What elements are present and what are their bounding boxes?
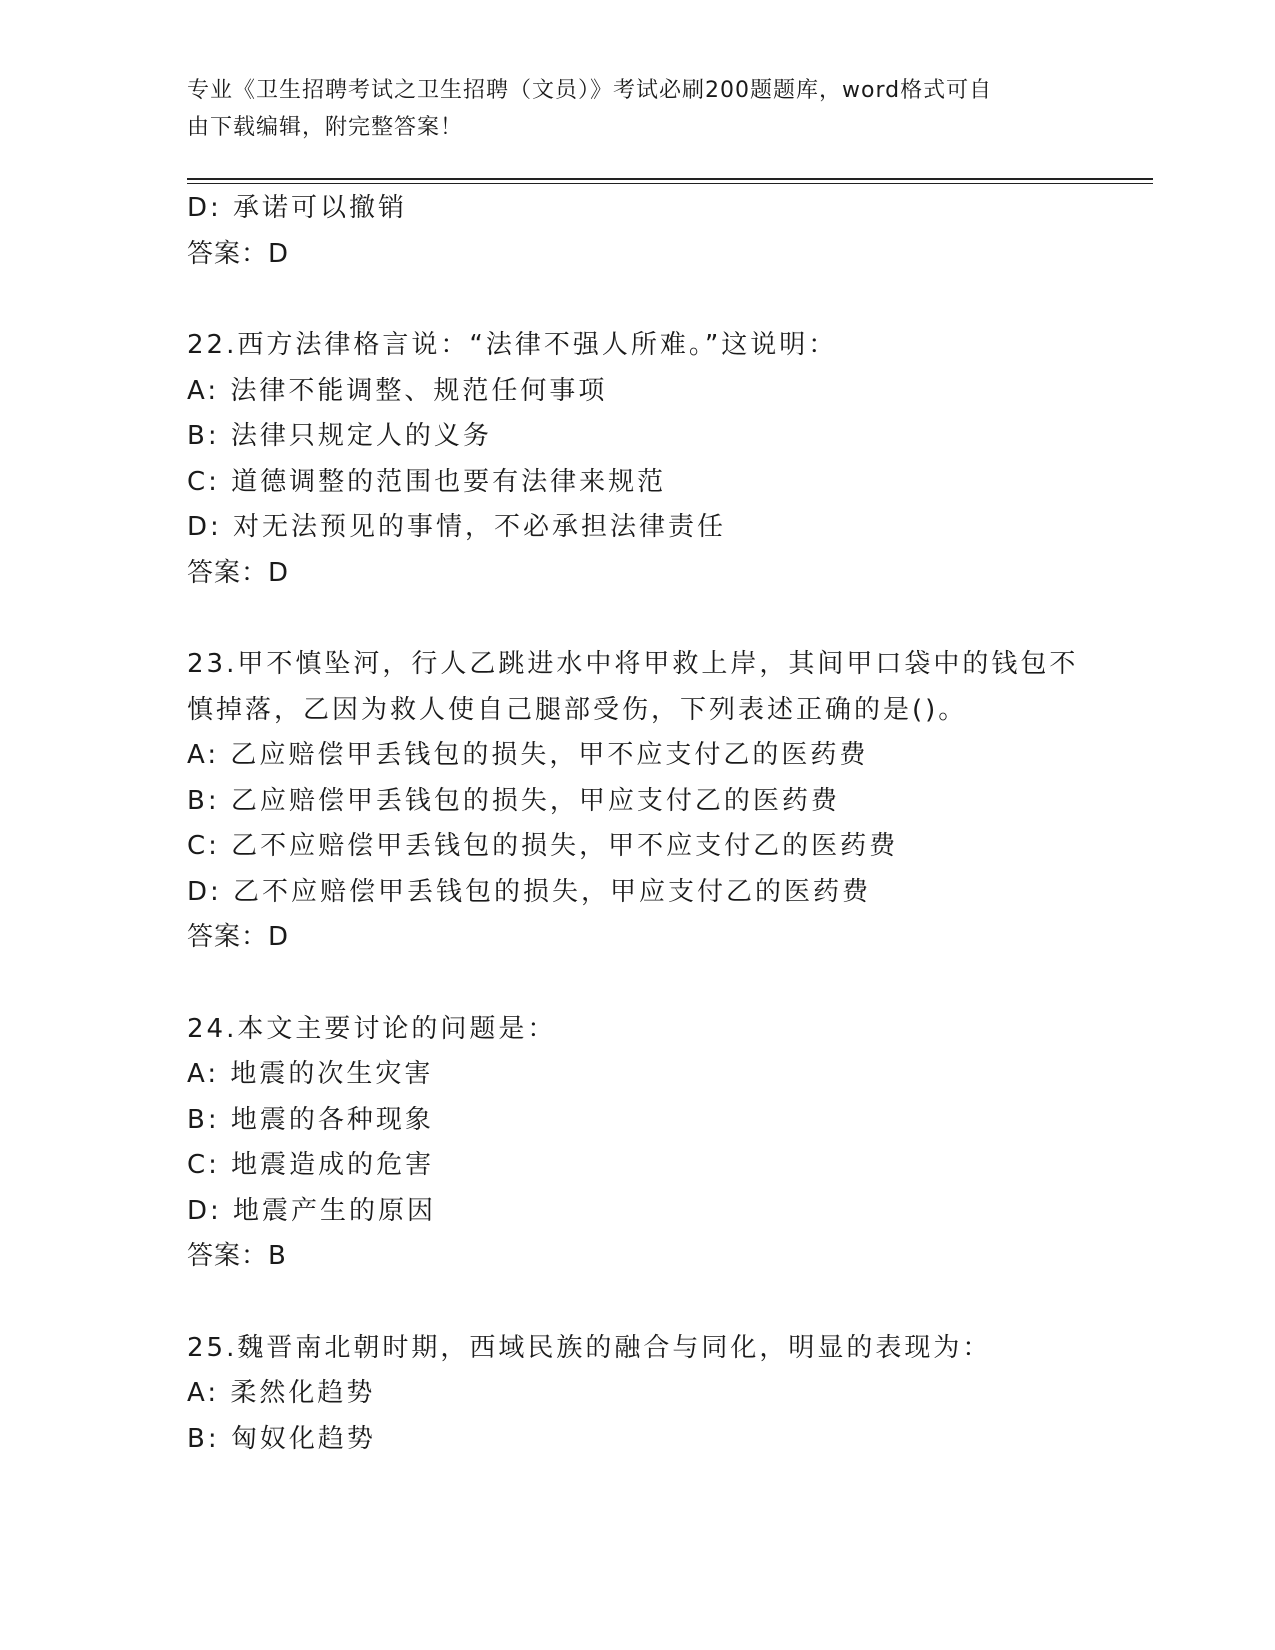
question-23 [187,642,1087,961]
question-25 [187,1326,1087,1463]
option-line: D: 承诺可以撤销 [187,193,408,223]
option-line: C: 地震造成的危害 [187,1150,435,1180]
question-stem: 25.魏晋南北朝时期，西域民族的融合与同化，明显的表现为： [187,1332,992,1363]
header-title-line-2: 由下载编辑，附完整答案！ [187,115,464,140]
option-line: A: 地震的次生灾害 [187,1059,434,1089]
question-22 [187,323,1087,596]
option-line: A: 柔然化趋势 [187,1378,376,1408]
question-stem: 23.甲不慎坠河，行人乙跳进水中将甲救上岸，其间甲口袋中的钱包不 [187,649,1079,679]
header-divider-thin [187,183,1153,184]
option-line: B: 匈奴化趋势 [187,1423,376,1454]
question-stem: 慎掉落，乙因为救人使自己腿部受伤，下列表述正确的是()。 [187,694,968,725]
answer-line: 答案：D [187,238,290,269]
question-list [187,186,1087,1462]
option-line: D: 对无法预见的事情，不必承担法律责任 [187,512,727,542]
header-title-line-1: 专业《卫生招聘考试之卫生招聘（文员）》考试必刷200题题库，word格式可自 [187,78,993,103]
answer-line: 答案：D [187,922,290,952]
option-line: B: 乙应赔偿甲丢钱包的损失，甲应支付乙的医药费 [187,785,840,816]
option-line: A: 法律不能调整、规范任何事项 [187,375,608,406]
option-line: D: 乙不应赔偿甲丢钱包的损失，甲应支付乙的医药费 [187,876,872,907]
question-24 [187,1007,1087,1280]
option-line: B: 法律只规定人的义务 [187,421,492,451]
document-header [187,72,1067,146]
answer-line: 答案：D [187,557,290,588]
option-line: B: 地震的各种现象 [187,1104,434,1135]
question-stem: 22.西方法律格言说：“法律不强人所难。”这说明： [187,330,838,360]
option-line: C: 乙不应赔偿甲丢钱包的损失，甲不应支付乙的医药费 [187,831,899,861]
answer-line: 答案：B [187,1241,287,1271]
question-stem: 24.本文主要讨论的问题是： [187,1013,557,1044]
option-line: D: 地震产生的原因 [187,1195,437,1226]
option-line: C: 道德调整的范围也要有法律来规范 [187,466,667,497]
option-line: A: 乙应赔偿甲丢钱包的损失，甲不应支付乙的医药费 [187,740,869,770]
header-divider [187,178,1153,180]
